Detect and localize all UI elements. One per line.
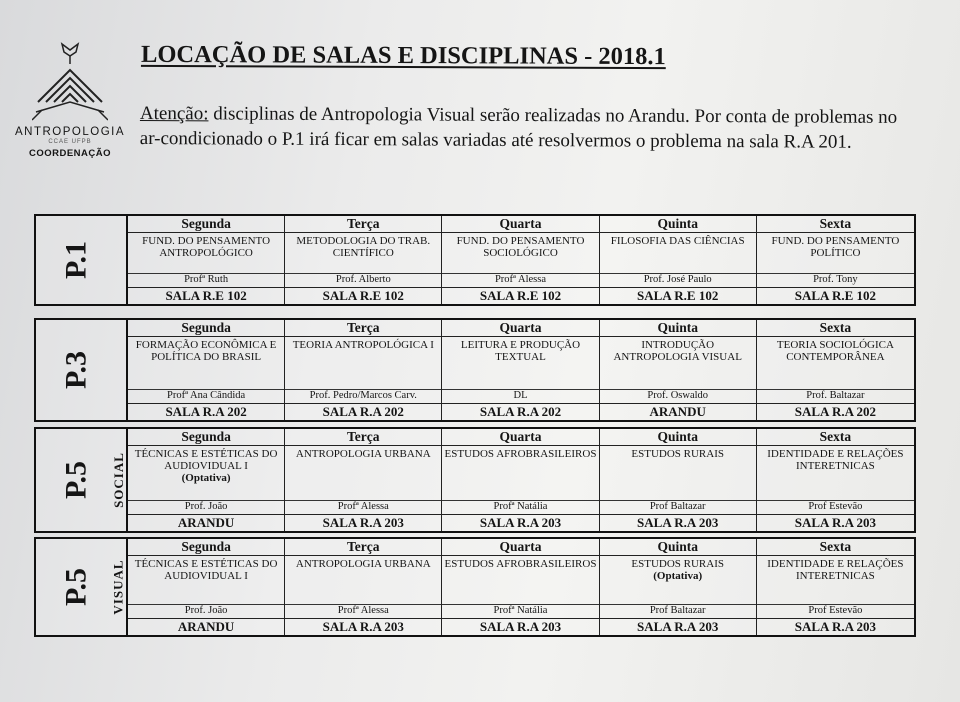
day-header: Quinta [600,539,756,556]
professor-name: Profª Natália [442,500,598,514]
discipline-name: INTRODUÇÃO ANTROPOLOGIA VISUAL [613,339,742,363]
day-column [600,539,757,635]
optional-tag: (Optativa) [181,472,231,484]
discipline-name: ESTUDOS AFROBRASILEIROS [444,558,597,570]
day-column [442,429,599,531]
period-track: VISUAL [110,559,126,615]
room-name: SALA R.E 102 [128,287,284,304]
professor-name: Prof Baltazar [600,604,756,618]
day-column [128,429,285,531]
room-name: SALA R.A 203 [600,618,756,635]
day-column [442,216,599,304]
professor-name: Profª Ana Cândida [128,389,284,403]
room-name: SALA R.A 203 [600,514,756,531]
professor-name: Profª Alessa [285,500,441,514]
room-name: ARANDU [600,403,756,420]
logo-name: ANTROPOLOGIA [14,126,126,138]
notice-text: disciplinas de Antropologia Visual serão realizadas no Arandu. Por conta de problemas no ar-condicionado o P.1 irá ficar em salas variadas até resolvermos o problema na sala R.A 201. [139,103,898,153]
discipline-name: FUND. DO PENSAMENTO ANTROPOLÓGICO [142,235,271,259]
professor-name: Prof Baltazar [600,500,756,514]
schedule-block-3 [34,427,916,533]
day-header: Quinta [600,216,756,233]
professor-name: Prof. Baltazar [757,389,914,403]
day-header: Quarta [442,320,598,337]
day-column [128,320,285,420]
room-name: SALA R.A 203 [285,514,441,531]
day-header: Segunda [128,539,284,556]
discipline-name: ESTUDOS AFROBRASILEIROS [444,448,597,460]
room-name: SALA R.A 203 [285,618,441,635]
day-header: Terça [285,429,441,446]
period-name: P.1 [59,240,93,280]
discipline-name: FUND. DO PENSAMENTO POLÍTICO [771,235,900,259]
day-column [600,320,757,420]
period-label [36,320,128,420]
room-name: ARANDU [128,514,284,531]
optional-tag: (Optativa) [653,570,703,582]
day-column [285,539,442,635]
notice-paragraph [140,101,915,155]
day-column [128,539,285,635]
day-column [128,216,285,304]
notice-label: Atenção: [139,102,209,125]
logo-subtitle: CCAE UFPB [48,139,92,145]
discipline-name: IDENTIDADE E RELAÇÕES INTERETNICAS [767,558,904,582]
day-header: Terça [285,539,441,556]
anthropology-emblem-icon [32,40,108,124]
room-name: SALA R.A 203 [442,618,598,635]
period-track: SOCIAL [110,452,126,508]
room-name: SALA R.E 102 [600,287,756,304]
day-header: Sexta [757,429,914,446]
room-name: SALA R.E 102 [442,287,598,304]
professor-name: Prof. Alberto [285,273,441,287]
professor-name: Prof. João [128,500,284,514]
page-title: LOCAÇÃO DE SALAS E DISCIPLINAS - 2018.1 [140,40,666,71]
discipline-name: TÉCNICAS E ESTÉTICAS DO AUDIOVIDUAL I (Optativa) [134,448,278,484]
professor-name: Prof Estevão [757,604,914,618]
professor-name: Profª Natália [442,604,598,618]
professor-name: Prof. Oswaldo [600,389,756,403]
professor-name: Profª Alessa [442,273,598,287]
day-column [285,429,442,531]
day-column [757,320,914,420]
day-column [442,539,599,635]
schedule-grid [128,429,914,531]
room-name: SALA R.A 203 [442,514,598,531]
discipline-name: TEORIA ANTROPOLÓGICA I [292,339,434,351]
day-header: Sexta [757,320,914,337]
period-name: P.3 [59,350,93,390]
professor-name: Prof. João [128,604,284,618]
room-name: SALA R.A 203 [757,514,914,531]
discipline-name: FORMAÇÃO ECONÔMICA E POLÍTICA DO BRASIL [135,339,277,363]
day-column [757,429,914,531]
discipline-name: FUND. DO PENSAMENTO SOCIOLÓGICO [456,235,585,259]
period-label [36,539,128,635]
schedule-block-4 [34,537,916,637]
day-header: Sexta [757,216,914,233]
schedule-grid [128,320,914,420]
room-name: SALA R.A 202 [442,403,598,420]
period-label [36,216,128,304]
day-column [285,320,442,420]
professor-name: Prof Estevão [757,500,914,514]
day-header: Segunda [128,429,284,446]
day-header: Segunda [128,216,284,233]
room-name: SALA R.E 102 [757,287,914,304]
day-column [285,216,442,304]
period-name: P.5 [59,567,93,607]
day-header: Quarta [442,429,598,446]
room-name: SALA R.A 202 [757,403,914,420]
day-column [600,216,757,304]
day-header: Segunda [128,320,284,337]
logo-coordination: COORDENAÇÃO [28,148,112,159]
room-name: SALA R.A 202 [285,403,441,420]
department-logo [14,40,126,170]
period-name: P.5 [59,460,93,500]
day-header: Quinta [600,320,756,337]
room-name: ARANDU [128,618,284,635]
day-header: Quarta [442,539,598,556]
day-header: Sexta [757,539,914,556]
discipline-name: TÉCNICAS E ESTÉTICAS DO AUDIOVIDUAL I [134,558,278,582]
day-column [600,429,757,531]
day-header: Terça [285,216,441,233]
discipline-name: ESTUDOS RURAIS [631,448,724,460]
day-header: Quinta [600,429,756,446]
discipline-name: ESTUDOS RURAIS (Optativa) [631,558,724,582]
schedule-grid [128,539,914,635]
day-header: Terça [285,320,441,337]
professor-name: Prof. José Paulo [600,273,756,287]
discipline-name: LEITURA E PRODUÇÃO TEXTUAL [460,339,581,363]
day-column [757,539,914,635]
discipline-name: IDENTIDADE E RELAÇÕES INTERETNICAS [767,448,904,472]
schedule-block-2 [34,318,916,422]
professor-name: Profª Alessa [285,604,441,618]
discipline-name: ANTROPOLOGIA URBANA [295,448,431,460]
discipline-name: TEORIA SOCIOLÓGICA CONTEMPORÂNEA [776,339,894,363]
professor-name: DL [442,389,598,403]
schedule-grid [128,216,914,304]
professor-name: Profª Ruth [128,273,284,287]
professor-name: Prof. Tony [757,273,914,287]
room-name: SALA R.E 102 [285,287,441,304]
day-header: Quarta [442,216,598,233]
day-column [757,216,914,304]
discipline-name: ANTROPOLOGIA URBANA [295,558,431,570]
schedule-block-1 [34,214,916,306]
period-label [36,429,128,531]
day-column [442,320,599,420]
room-name: SALA R.A 202 [128,403,284,420]
discipline-name: METODOLOGIA DO TRAB. CIENTÍFICO [296,235,431,259]
discipline-name: FILOSOFIA DAS CIÊNCIAS [610,235,745,247]
room-name: SALA R.A 203 [757,618,914,635]
professor-name: Prof. Pedro/Marcos Carv. [285,389,441,403]
